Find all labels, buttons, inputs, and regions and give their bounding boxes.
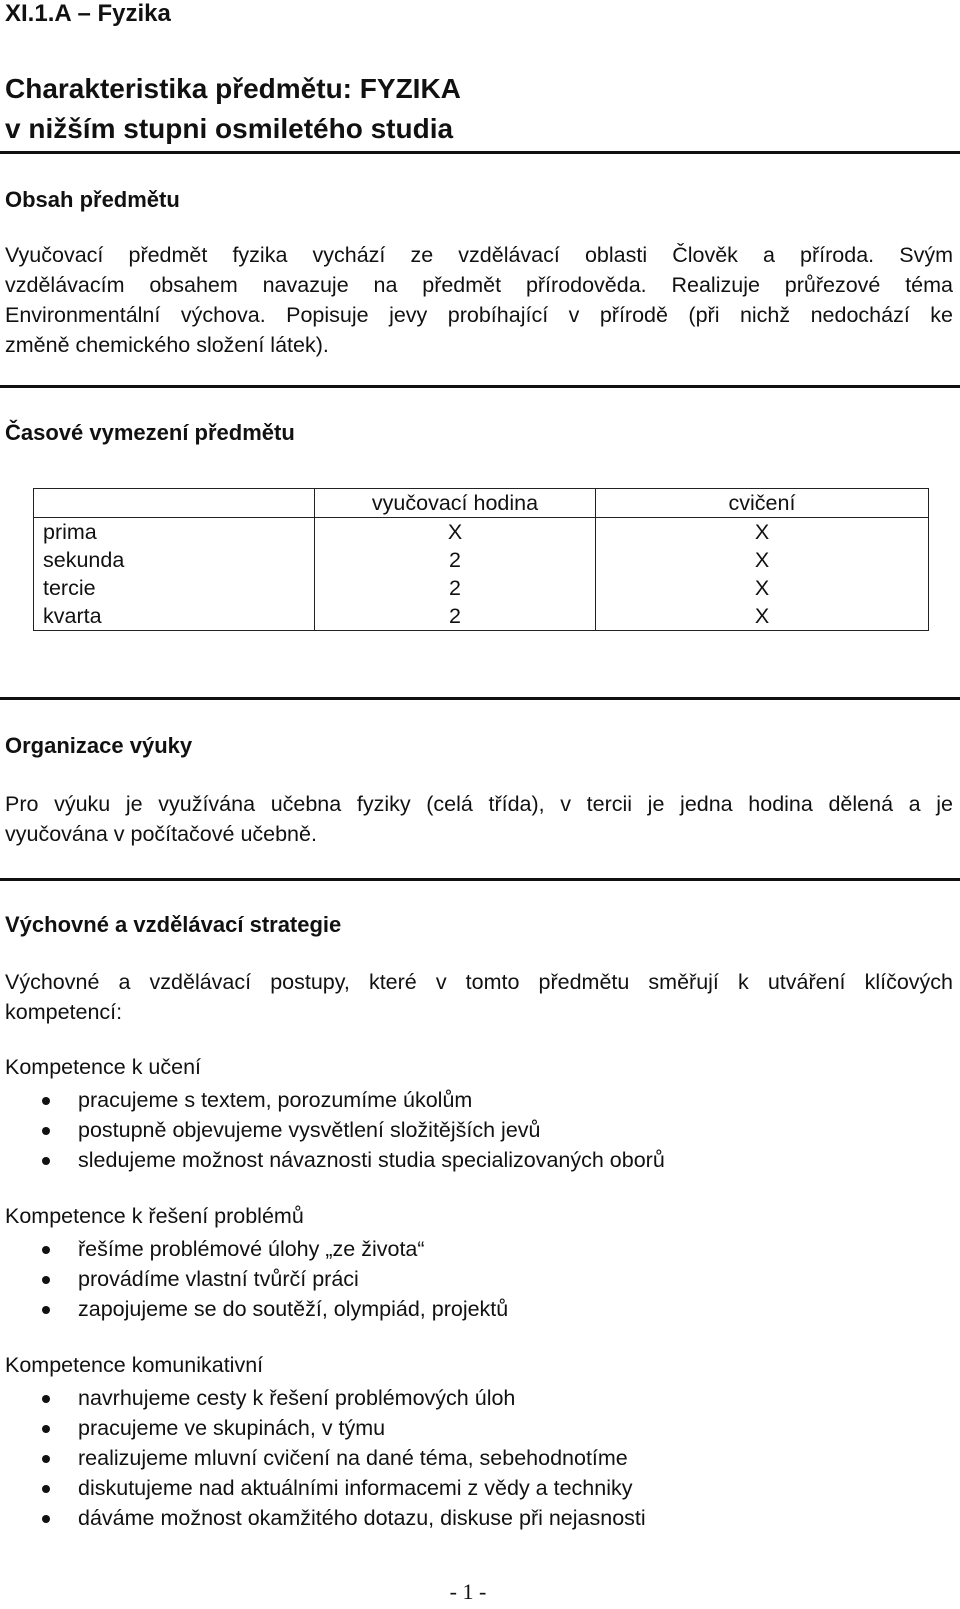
- table-row: [34, 518, 929, 547]
- strategie-line: kompetencí:: [5, 1000, 123, 1024]
- table-header-cell: [34, 489, 315, 518]
- bullet-icon: [42, 1097, 50, 1105]
- list-item-text: pracujeme s textem, porozumíme úkolům: [78, 1088, 473, 1112]
- organizace-paragraph: [5, 789, 953, 849]
- list-item-text: sledujeme možnost návaznosti studia specializovaných oborů: [78, 1148, 665, 1172]
- bullet-icon: [42, 1127, 50, 1135]
- bullet-icon: [42, 1485, 50, 1493]
- competence-list: [0, 1383, 646, 1533]
- list-item: [0, 1264, 508, 1294]
- bullet-icon: [42, 1276, 50, 1284]
- table-header-cell: cvičení: [596, 489, 929, 518]
- table-header-cell: vyučovací hodina: [315, 489, 596, 518]
- section-label: XI.1.A – Fyzika: [5, 0, 171, 27]
- strategie-heading: Výchovné a vzdělávací strategie: [5, 912, 342, 937]
- table-cell: 2: [315, 574, 596, 602]
- list-item: [0, 1234, 508, 1264]
- competence-list: [0, 1234, 508, 1324]
- obsah-line: Vyučovací předmět fyzika vychází ze vzdělávací oblasti Člověk a příroda. Svým: [5, 243, 953, 267]
- bullet-icon: [42, 1395, 50, 1403]
- list-item: [0, 1413, 646, 1443]
- list-item-text: navrhujeme cesty k řešení problémových úloh: [78, 1386, 516, 1410]
- obsah-heading: Obsah předmětu: [5, 187, 180, 212]
- list-item: [0, 1085, 665, 1115]
- page-title-line-1: Charakteristika předmětu: FYZIKA: [5, 73, 461, 104]
- list-item: [0, 1473, 646, 1503]
- competence-list: [0, 1085, 665, 1175]
- strategie-paragraph: [5, 967, 953, 1027]
- obsah-paragraph: [5, 240, 953, 360]
- list-item-text: diskutujeme nad aktuálními informacemi z vědy a techniky: [78, 1476, 633, 1500]
- table-header-row: [34, 489, 929, 518]
- list-item-text: zapojujeme se do soutěží, olympiád, projektů: [78, 1297, 509, 1321]
- table-cell: sekunda: [34, 546, 315, 574]
- table-cell: X: [596, 518, 929, 547]
- table-row: [34, 546, 929, 574]
- organizace-line: Pro výuku je využívána učebna fyziky (celá třída), v tercii je jedna hodina dělená a je: [5, 792, 953, 816]
- list-item: [0, 1115, 665, 1145]
- bullet-icon: [42, 1157, 50, 1165]
- table-cell: 2: [315, 546, 596, 574]
- table-cell: X: [315, 518, 596, 547]
- bullet-icon: [42, 1455, 50, 1463]
- table-cell: tercie: [34, 574, 315, 602]
- list-item: [0, 1443, 646, 1473]
- bullet-icon: [42, 1425, 50, 1433]
- competence-title: Kompetence komunikativní: [5, 1353, 264, 1377]
- obsah-line: vzdělávacím obsahem navazuje na předmět přírodověda. Realizuje průřezové téma: [5, 273, 953, 297]
- list-item: [0, 1294, 508, 1324]
- list-item-text: řešíme problémové úlohy „ze života“: [78, 1237, 425, 1261]
- list-item-text: postupně objevujeme vysvětlení složitějších jevů: [78, 1118, 541, 1142]
- obsah-line: změně chemického složení látek).: [5, 333, 329, 357]
- page-number: - 1 -: [449, 1579, 487, 1604]
- bullet-icon: [42, 1515, 50, 1523]
- list-item-text: provádíme vlastní tvůrčí práci: [78, 1267, 359, 1291]
- table-cell: X: [596, 574, 929, 602]
- organizace-line: vyučována v počítačové učebně.: [5, 822, 317, 846]
- casove-heading: Časové vymezení předmětu: [5, 420, 295, 445]
- divider: [0, 385, 960, 388]
- table-cell: X: [596, 546, 929, 574]
- list-item: [0, 1145, 665, 1175]
- table-row: [34, 602, 929, 631]
- list-item-text: pracujeme ve skupinách, v týmu: [78, 1416, 386, 1440]
- list-item: [0, 1503, 646, 1533]
- bullet-icon: [42, 1306, 50, 1314]
- divider: [0, 878, 960, 881]
- table-row: [34, 574, 929, 602]
- table-cell: kvarta: [34, 602, 315, 631]
- table-cell: X: [596, 602, 929, 631]
- competence-title: Kompetence k řešení problémů: [5, 1204, 304, 1228]
- table-cell: 2: [315, 602, 596, 631]
- obsah-line: Environmentální výchova. Popisuje jevy probíhající v přírodě (při nichž nedochází ke: [5, 303, 953, 327]
- organizace-heading: Organizace výuky: [5, 733, 193, 758]
- bullet-icon: [42, 1246, 50, 1254]
- list-item-text: dáváme možnost okamžitého dotazu, diskuse při nejasnosti: [78, 1506, 646, 1530]
- page-title-line-2: v nižším stupni osmiletého studia: [5, 113, 454, 144]
- divider: [0, 151, 960, 154]
- table-cell: prima: [34, 518, 315, 547]
- strategie-line: Výchovné a vzdělávací postupy, které v tomto předmětu směřují k utváření klíčových: [5, 970, 953, 994]
- divider: [0, 697, 960, 700]
- time-allocation-table: [33, 488, 929, 631]
- list-item-text: realizujeme mluvní cvičení na dané téma, sebehodnotíme: [78, 1446, 628, 1470]
- competence-title: Kompetence k učení: [5, 1055, 202, 1079]
- list-item: [0, 1383, 646, 1413]
